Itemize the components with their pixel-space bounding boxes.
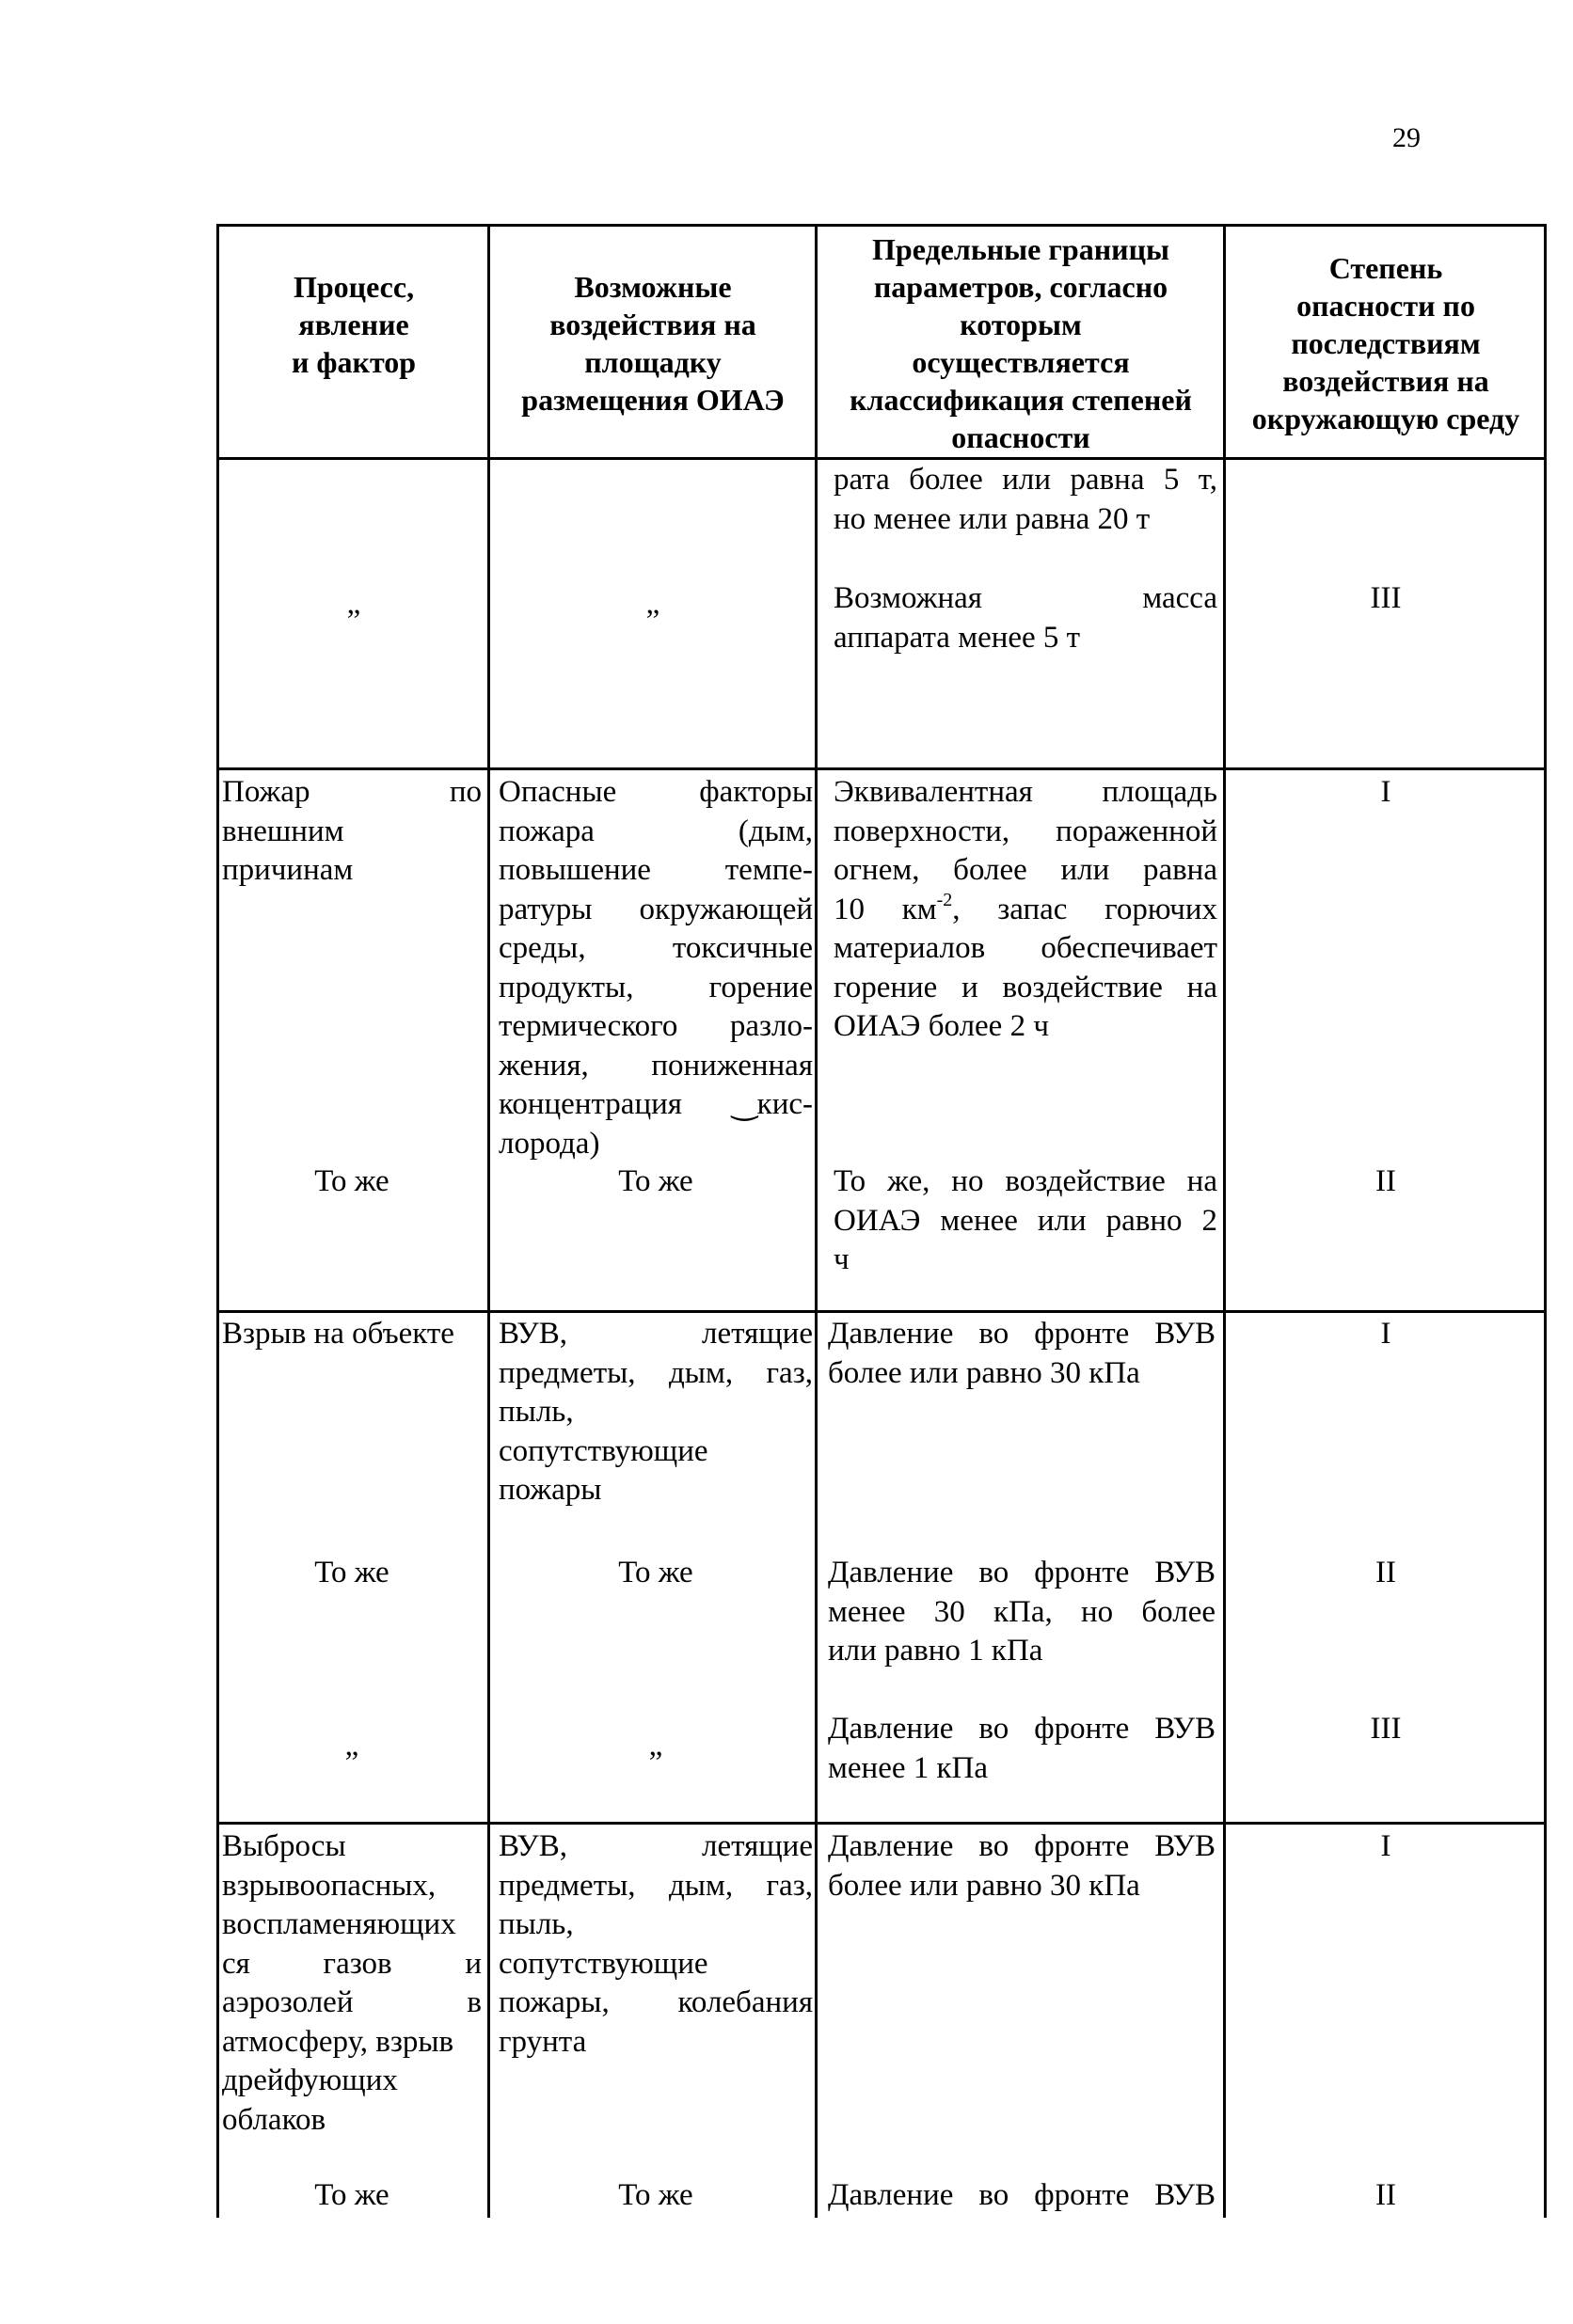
row3-hazard-degree: II bbox=[1375, 1164, 1396, 1198]
row-divider-fire bbox=[216, 767, 1547, 770]
row8-impacts: То же bbox=[618, 2178, 693, 2212]
row5-process: То же bbox=[314, 1556, 389, 1589]
row2-limits: Эквивалентная площадь поверхности, пораженной огнем, более или равна 10 $км^{-2}$, запас горючих материалов обеспечивает горение и воздействие на ОИАЭ более 2 ч bbox=[834, 775, 1217, 1043]
row7-process: Выбросы взрывоопасных, воспламеняющих ся газов и аэрозолей в атмосферу, взрыв дрейфующих облаков bbox=[222, 1829, 482, 2137]
row2-hazard-degree: I bbox=[1380, 775, 1391, 809]
page-number: 29 bbox=[1392, 122, 1421, 153]
row1-impacts-ditto: „ bbox=[645, 587, 660, 621]
row5-limits: Давление во фронте ВУВ менее 30 кПа, но более или равно 1 кПа bbox=[828, 1556, 1216, 1668]
row-divider-emissions bbox=[216, 1822, 1547, 1825]
header-col-limits: Предельные границы параметров, согласно которым осуществляется классификация степеней опасности bbox=[850, 232, 1192, 454]
row4-limits: Давление во фронте ВУВ более или равно 30 кПа bbox=[828, 1317, 1216, 1390]
row1-process-ditto: „ bbox=[346, 587, 361, 621]
row2-impacts: Опасные факторы пожара (дым, повышение темпе- ратуры окружающей среды, токсичные продукты, горение термического разло- жения, пониженная концентрация ‿кис- лорода) bbox=[499, 775, 813, 1161]
row6-hazard-degree: III bbox=[1370, 1712, 1402, 1746]
row3-impacts: То же bbox=[618, 1164, 693, 1198]
row8-hazard-degree: II bbox=[1375, 2178, 1396, 2212]
row1-limits: Возможная масса аппарата менее 5 т bbox=[834, 581, 1217, 655]
row5-hazard-degree: II bbox=[1375, 1556, 1396, 1589]
row3-limits: То же, но воздействие на ОИАЭ менее или равно 2 ч bbox=[834, 1164, 1217, 1276]
row7-limits: Давление во фронте ВУВ более или равно 30 кПа bbox=[828, 1829, 1216, 1903]
table-border-top bbox=[216, 224, 1547, 227]
row6-limits: Давление во фронте ВУВ менее 1 кПа bbox=[828, 1712, 1216, 1785]
header-bottom-line bbox=[216, 457, 1547, 460]
row3-process: То же bbox=[314, 1164, 389, 1198]
header-col-hazard-degree: Степень опасности по последствиям воздействия на окружающую среду bbox=[1251, 251, 1520, 435]
table-divider-3 bbox=[1223, 224, 1226, 2218]
row7-hazard-degree: I bbox=[1380, 1829, 1391, 1863]
row8-limits: Давление во фронте ВУВ bbox=[828, 2178, 1216, 2212]
row6-impacts-ditto: „ bbox=[648, 1729, 663, 1763]
table-border-left bbox=[216, 224, 219, 2218]
header-col-impacts: Возможные воздействия на площадку размещения ОИАЭ bbox=[521, 270, 785, 417]
row4-impacts: ВУВ, летящие предметы, дым, газ, пыль, сопутствующие пожары bbox=[499, 1317, 813, 1507]
table-divider-1 bbox=[487, 224, 490, 2218]
row1-hazard-degree: III bbox=[1370, 581, 1402, 615]
table-border-right bbox=[1544, 224, 1547, 2218]
header-col-process: Процесс, явление и фактор bbox=[291, 270, 417, 379]
row5-impacts: То же bbox=[618, 1556, 693, 1589]
row4-hazard-degree: I bbox=[1380, 1317, 1391, 1351]
row-continuation-limits: рата более или равна 5 т, но менее или равна 20 т bbox=[834, 463, 1217, 536]
row7-impacts: ВУВ, летящие предметы, дым, газ, пыль, сопутствующие пожары, колебания грунта bbox=[499, 1829, 813, 2059]
row-divider-explosion bbox=[216, 1310, 1547, 1313]
row6-process-ditto: „ bbox=[344, 1729, 359, 1763]
row4-process: Взрыв на объекте bbox=[222, 1317, 454, 1351]
row8-process: То же bbox=[314, 2178, 389, 2212]
table-divider-2 bbox=[815, 224, 818, 2218]
row2-process: Пожар по внешним причинам bbox=[222, 775, 482, 887]
